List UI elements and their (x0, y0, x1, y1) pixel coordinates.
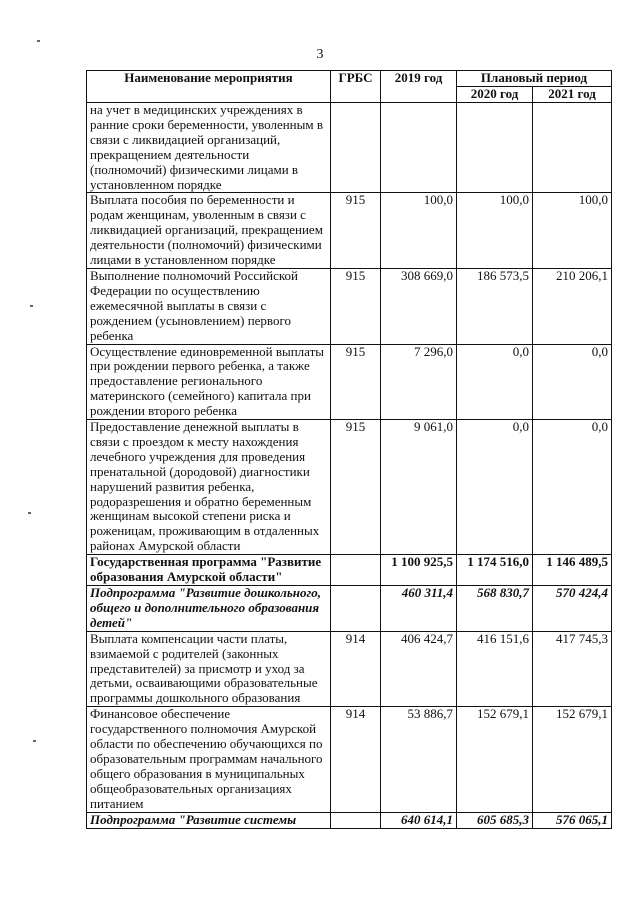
row-2019: 7 296,0 (381, 344, 457, 420)
header-name: Наименование мероприятия (87, 71, 331, 103)
row-grbs (331, 586, 381, 632)
row-name: Подпрограмма "Развитие системы (87, 812, 331, 828)
row-grbs (331, 103, 381, 193)
row-2019 (381, 103, 457, 193)
row-2021: 576 065,1 (533, 812, 612, 828)
row-grbs: 915 (331, 193, 381, 269)
row-2020: 416 151,6 (457, 631, 533, 707)
row-grbs (331, 812, 381, 828)
row-grbs: 915 (331, 268, 381, 344)
row-name: на учет в медицинских учреждениях в ранние сроки беременности, уволенным в связи с ликвидацией организаций, прекращением деятельности (полномочий) физическими лицами в установленном порядке (87, 103, 331, 193)
row-2020: 0,0 (457, 344, 533, 420)
row-2020: 568 830,7 (457, 586, 533, 632)
scan-speck (37, 40, 40, 42)
row-2020: 100,0 (457, 193, 533, 269)
table-row (87, 344, 612, 420)
header-2021: 2021 год (533, 87, 612, 103)
row-2021: 152 679,1 (533, 707, 612, 812)
row-grbs: 914 (331, 707, 381, 812)
table-row (87, 193, 612, 269)
row-name: Выплата компенсации части платы, взимаемой с родителей (законных представителей) за присмотр и уход за детьми, осваивающими образовательные программы дошкольного образования (87, 631, 331, 707)
row-2021: 1 146 489,5 (533, 555, 612, 586)
page-number: 3 (316, 47, 324, 62)
row-grbs (331, 555, 381, 586)
row-2020: 186 573,5 (457, 268, 533, 344)
header-grbs: ГРБС (331, 71, 381, 103)
row-name: Осуществление единовременной выплаты при рождении первого ребенка, а также предоставление регионального материнского (семейного) капитала при рождении второго ребенка (87, 344, 331, 420)
row-2020 (457, 103, 533, 193)
row-2020: 0,0 (457, 420, 533, 555)
row-2020: 605 685,3 (457, 812, 533, 828)
budget-table (86, 70, 612, 829)
row-2021: 417 745,3 (533, 631, 612, 707)
table-row (87, 420, 612, 555)
row-grbs: 914 (331, 631, 381, 707)
table-row (87, 268, 612, 344)
row-2019: 308 669,0 (381, 268, 457, 344)
row-2021: 0,0 (533, 344, 612, 420)
row-2021: 210 206,1 (533, 268, 612, 344)
scan-speck (33, 740, 36, 742)
row-2021: 100,0 (533, 193, 612, 269)
row-name: Финансовое обеспечение государственного полномочия Амурской области по обеспечению обучающихся по образовательным программам начального общего образования в муниципальных общеобразовательных организациях питанием (87, 707, 331, 812)
table-row (87, 631, 612, 707)
row-2019: 1 100 925,5 (381, 555, 457, 586)
row-name: Подпрограмма "Развитие дошкольного, общего и дополнительного образования детей" (87, 586, 331, 632)
row-2019: 53 886,7 (381, 707, 457, 812)
table-row-program (87, 555, 612, 586)
row-2019: 406 424,7 (381, 631, 457, 707)
row-2019: 460 311,4 (381, 586, 457, 632)
scan-speck (28, 512, 31, 514)
row-2020: 152 679,1 (457, 707, 533, 812)
table-row-subprogram (87, 812, 612, 828)
header-2020: 2020 год (457, 87, 533, 103)
row-name: Выплата пособия по беременности и родам женщинам, уволенным в связи с ликвидацией организаций, прекращением деятельности (полномочий) физическими лицами в установленном порядке (87, 193, 331, 269)
table-row-subprogram (87, 586, 612, 632)
row-name: Выполнение полномочий Российской Федерации по осуществлению ежемесячной выплаты в связи с рождением (усыновлением) первого ребенка (87, 268, 331, 344)
row-grbs: 915 (331, 420, 381, 555)
row-name: Предоставление денежной выплаты в связи с проездом к месту нахождения лечебного учреждения для проведения пренатальной (дородовой) диагностики нарушений развития ребенка, родоразрешения и обратно беременным женщинам высокой степени риска и роженицам, проживающим в отдаленных районах Амурской области (87, 420, 331, 555)
scan-speck (30, 305, 33, 307)
row-2021: 570 424,4 (533, 586, 612, 632)
header-planned-period: Плановый период (457, 71, 612, 87)
row-2021 (533, 103, 612, 193)
table-row (87, 707, 612, 812)
row-2019: 100,0 (381, 193, 457, 269)
row-grbs: 915 (331, 344, 381, 420)
row-2020: 1 174 516,0 (457, 555, 533, 586)
row-2021: 0,0 (533, 420, 612, 555)
row-2019: 9 061,0 (381, 420, 457, 555)
table-row (87, 103, 612, 193)
row-name: Государственная программа "Развитие образования Амурской области" (87, 555, 331, 586)
header-2019: 2019 год (381, 71, 457, 103)
row-2019: 640 614,1 (381, 812, 457, 828)
